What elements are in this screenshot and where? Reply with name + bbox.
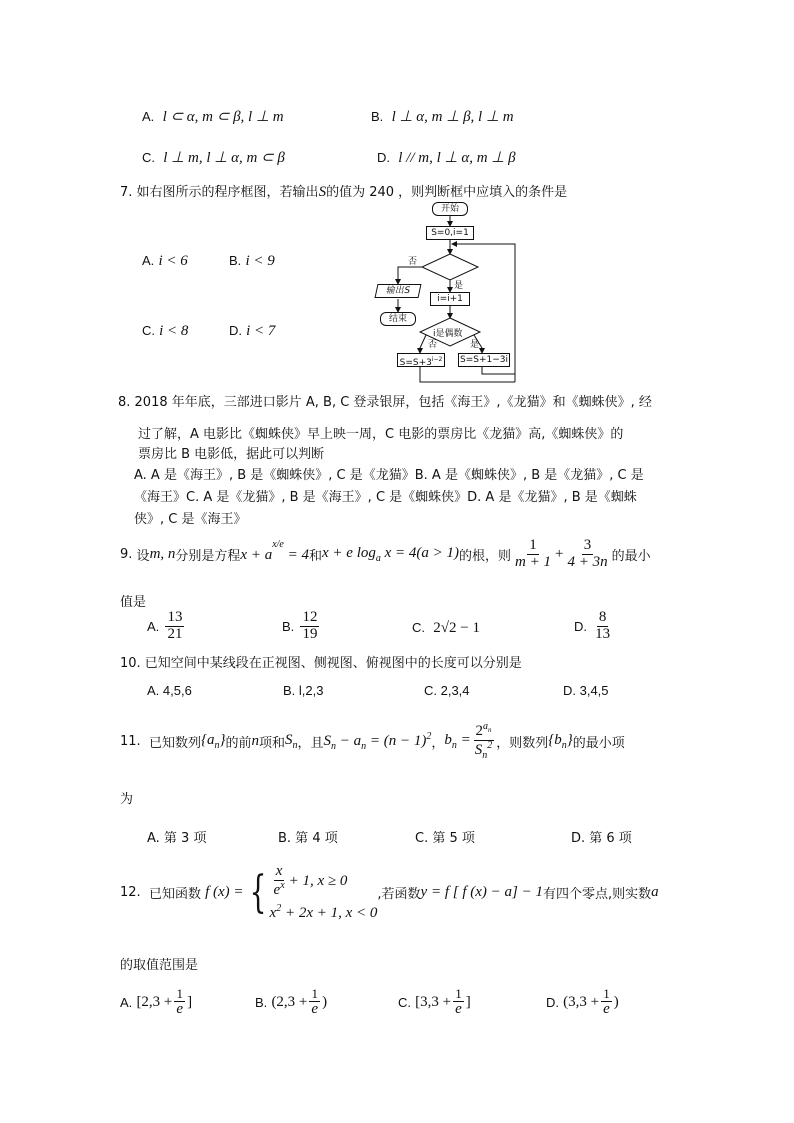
q8-options-line2: 《海王》C. A 是《龙猫》, B 是《海王》, C 是《蜘蛛侠》D. A 是《龙猫》, B 是《蜘蛛 <box>134 490 637 505</box>
q11-option-d: D. 第 6 项 <box>571 831 632 846</box>
q8-stem-line3: 票房比 B 电影低，据此可以判断 <box>138 447 325 462</box>
q6-option-c: C. l ⊥ m, l ⊥ α, m ⊂ β <box>142 150 285 166</box>
q11-option-a: A. 第 3 项 <box>147 831 207 846</box>
flow-even-label: i是偶数 <box>433 329 463 339</box>
q12-piecewise: { $\frac{x}{e^x}$ + 1, x ≥ 0 $x^2 + 2x + 1$, x < 0 <box>249 863 378 921</box>
q11-option-b: B. 第 4 项 <box>278 831 338 846</box>
q11-stem-cont: 为 <box>120 792 134 807</box>
flow-no2-label: 否 <box>428 340 438 350</box>
q12-case-2: $x^2 + 2x + 1$, x < 0 <box>269 902 378 921</box>
flow-right-update: S=S+1−3i <box>459 355 508 365</box>
q7-option-b: B. i < 9 <box>229 253 275 269</box>
q12-stem: 12. 已知函数 f (x) = { $\frac{x}{e^x}$ + 1, x ≥ 0 $x^2 + 2x + 1$, x < 0 ,若函数 y = f [ f (x) − a] − 1 有四个零点,则实数 a <box>120 863 659 921</box>
flow-increment: i=i+1 <box>430 292 470 306</box>
q7-option-d: D. i < 7 <box>229 323 276 339</box>
q12-case-1: $\frac{x}{e^x}$ + 1, x ≥ 0 <box>273 863 348 898</box>
q12-option-b: B. (2,3 + $\frac{1}{e}$ ) <box>255 986 328 1017</box>
flow-output: 输出S <box>375 284 422 298</box>
q9-option-b: B. $\frac{12}{19}$ <box>282 609 318 642</box>
flow-left-update: $S=S+3^{i-2}$ <box>397 353 445 367</box>
flow-yes2-label: 是 <box>470 340 480 350</box>
q10-option-d: D. 3,4,5 <box>563 683 609 698</box>
q12-option-d: D. (3,3 + $\frac{1}{e}$ ) <box>546 986 619 1017</box>
q10-option-a: A. 4,5,6 <box>147 683 192 698</box>
q6-option-b: B. l ⊥ α, m ⊥ β, l ⊥ m <box>371 109 514 125</box>
q12-option-c: C. [3,3 + $\frac{1}{e}$ ] <box>398 986 471 1017</box>
flow-end: 结束 <box>380 312 416 326</box>
flow-init: S=0,i=1 <box>426 226 474 240</box>
q9-option-a: A. $\frac{13}{21}$ <box>147 609 183 642</box>
q11-stem: 11. 已知数列 $\{a_n\}$ 的前 n 项和 $S_n$ ，且 $S_n - a_n = (n - 1)^2$ ， $b_n$ = $\frac{2^{a_n}}{S_n^2}$ ，则数列 $\{b_n\}$ 的最小项 <box>120 721 625 761</box>
q7-stem: 7. 如右图所示的程序框图，若输出S的值为 240 ，则判断框中应填入的条件是 <box>120 184 568 200</box>
q7-option-a: A. i < 6 <box>142 253 188 269</box>
q7-flowchart <box>370 198 530 384</box>
q10-option-c: C. 2,3,4 <box>424 683 470 698</box>
q12-option-a: A. [2,3 + $\frac{1}{e}$ ] <box>120 986 193 1017</box>
q11-option-c: C. 第 5 项 <box>415 831 475 846</box>
q10-stem: 10. 已知空间中某线段在正视图、侧视图、俯视图中的长度可以分别是 <box>120 656 522 671</box>
q11-bn-fraction: $\frac{2^{a_n}}{S_n^2}$ <box>474 721 493 761</box>
q9-option-c: C. 2√2 − 1 <box>412 620 480 636</box>
decision-diamond <box>422 254 478 280</box>
q9-fraction-2: $\frac{3}{4 + 3n}$ <box>567 537 608 570</box>
q8-options-line3: 侠》, C 是《海王》 <box>134 512 247 527</box>
q8-stem-line1: 8. 2018 年年底，三部进口影片 A, B, C 登录银屏，包括《海王》,《龙猫》和《蜘蛛侠》, 经 <box>118 395 652 410</box>
q8-stem-line2: 过了解，A 电影比《蜘蛛侠》早上映一周，C 电影的票房比《龙猫》高,《蜘蛛侠》的 <box>138 427 624 442</box>
q9-stem-cont: 值是 <box>120 595 147 610</box>
q9-equation-2: x + e $\log_a x = 4(a > 1)$ <box>322 544 460 564</box>
q9-option-d: D. $\frac{8}{13}$ <box>574 609 611 642</box>
q9-fraction-1: $\frac{1}{m + 1}$ <box>515 537 551 570</box>
q8-options-line1: A. A 是《海王》, B 是《蜘蛛侠》, C 是《龙猫》B. A 是《蜘蛛侠》, B 是《龙猫》, C 是 <box>134 468 644 483</box>
flow-start: 开始 <box>432 202 468 216</box>
q9-stem: 9. 设 m, n 分别是方程 $x + a^{x/e} = 4$ 和 x + e $\log_a x = 4(a > 1)$ 的根，则 $\frac{1}{m + 1}$ + $\frac{3}{4 + 3n}$ 的最小 <box>120 537 651 570</box>
q6-option-a: A. l ⊂ α, m ⊂ β, l ⊥ m <box>142 109 284 125</box>
q9-equation-1: $x + a^{x/e} = 4$ <box>240 538 309 563</box>
q7-option-c: C. i < 8 <box>142 323 189 339</box>
flow-no-label: 否 <box>408 257 418 267</box>
q6-option-d: D. l // m, l ⊥ α, m ⊥ β <box>377 150 516 166</box>
q10-option-b: B. l,2,3 <box>283 683 324 698</box>
q11-relation: $S_n - a_n = (n - 1)^2$ <box>323 731 432 753</box>
flow-yes-label: 是 <box>454 281 464 291</box>
q12-stem-cont: 的取值范围是 <box>120 958 199 973</box>
